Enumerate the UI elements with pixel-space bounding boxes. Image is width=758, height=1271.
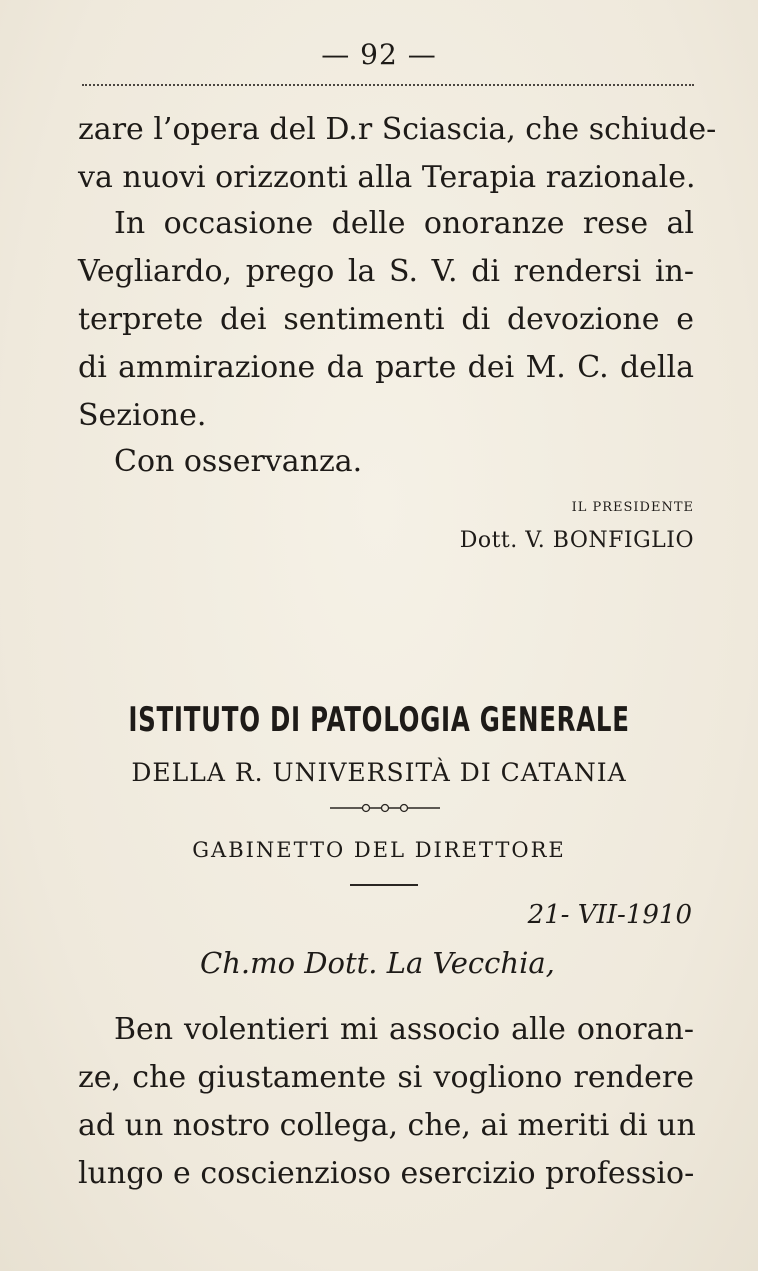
text-line: lungo e coscienzioso esercizio professio-: [78, 1156, 695, 1191]
text-line: ze, che giustamente si vogliono rendere: [78, 1060, 694, 1095]
signature-title: IL PRESIDENTE: [571, 500, 694, 515]
text-line: Sezione.: [78, 398, 207, 433]
salutation: Ch.mo Dott. La Vecchia,: [200, 946, 555, 980]
signature-name: Dott. V. BONFIGLIO: [459, 528, 694, 553]
text-line: Ben volentieri mi associo alle onoran-: [114, 1012, 694, 1047]
text-line: di ammirazione da parte dei M. C. della: [78, 350, 694, 385]
letter2-paragraph-1: [78, 1006, 694, 1198]
institute-heading: ISTITUTO DI PATOLOGIA GENERALE: [128, 700, 630, 740]
header-dotted-rule: [82, 84, 694, 86]
letter-date: 21- VII-1910: [527, 900, 692, 930]
text-line: va nuovi orizzonti alla Terapia razionale.: [78, 160, 696, 195]
cabinet-heading: GABINETTO DEL DIRETTORE: [192, 838, 566, 862]
letter1-closing: Con osservanza.: [114, 444, 363, 479]
text-line: terprete dei sentimenti di devozione e: [78, 302, 694, 337]
short-divider: [350, 884, 418, 886]
letter1-paragraph-1: [78, 106, 717, 202]
ornament-divider: [330, 800, 440, 816]
page-number: — 92 —: [321, 38, 437, 71]
text-line: Vegliardo, prego la S. V. di rendersi in-: [78, 254, 694, 289]
text-line: zare l’opera del D.r Sciascia, che schiude-: [78, 112, 717, 147]
text-line: In occasione delle onoranze rese al: [114, 206, 694, 241]
text-line: ad un nostro collega, che, ai meriti di un: [78, 1108, 696, 1143]
university-heading: DELLA R. UNIVERSITÀ DI CATANIA: [131, 758, 627, 787]
letter1-paragraph-2: [78, 200, 694, 440]
